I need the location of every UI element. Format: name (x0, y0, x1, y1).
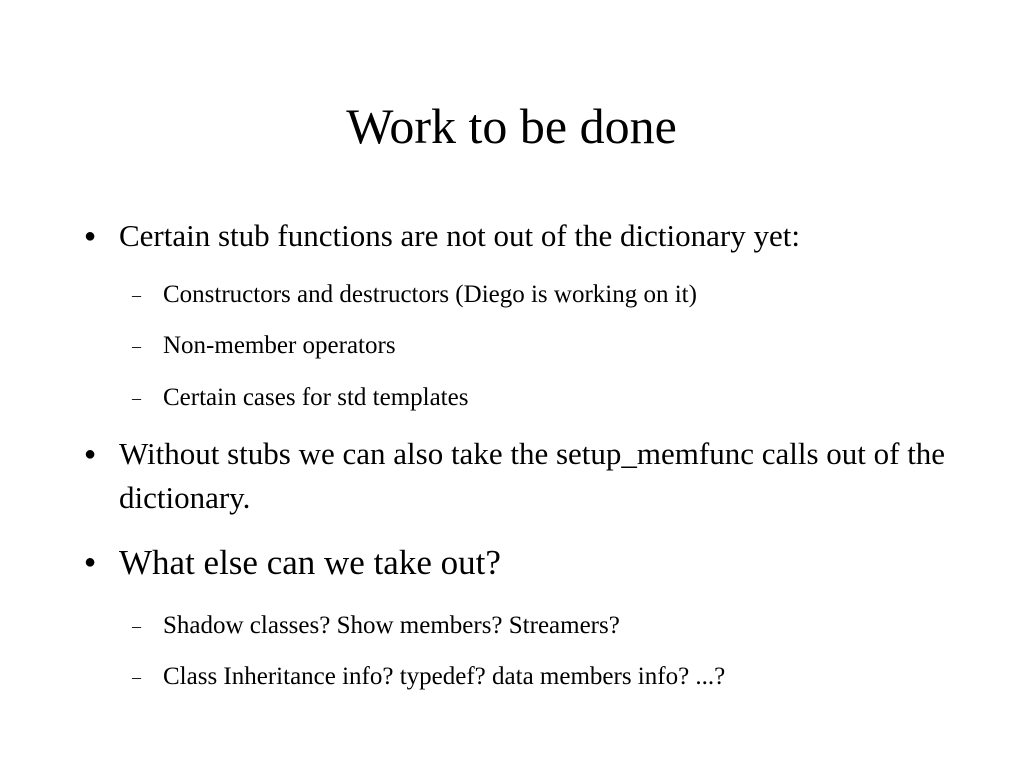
bullet-text: What else can we take out? (119, 543, 501, 582)
bullet-dot-icon: ● (84, 225, 97, 247)
bullet-dot-icon: ● (84, 443, 97, 465)
bullet-text: Certain stub functions are not out of the dictionary yet: (119, 218, 800, 253)
bullet-dot-icon: ● (84, 551, 97, 573)
dash-icon: – (132, 285, 141, 305)
sub-bullet-text: Certain cases for std templates (163, 384, 469, 411)
bullet-text: Without stubs we can also take the setup_memfunc calls out of the dictionary. (119, 436, 946, 515)
sub-bullet-item (132, 660, 952, 694)
dash-icon: – (132, 336, 141, 356)
bullet-item (84, 432, 964, 520)
sub-bullet-text: Class Inheritance info? typedef? data members info? ...? (163, 663, 726, 690)
dash-icon: – (132, 667, 141, 687)
sub-bullet-item (132, 278, 952, 312)
sub-bullet-text: Shadow classes? Show members? Streamers? (163, 612, 620, 639)
bullet-item (84, 540, 964, 586)
bullet-item (84, 214, 964, 258)
sub-bullet-item (132, 381, 952, 415)
sub-bullet-text: Constructors and destructors (Diego is working on it) (163, 281, 697, 308)
sub-bullet-text: Non-member operators (163, 332, 396, 359)
dash-icon: – (132, 388, 141, 408)
sub-bullet-item (132, 609, 952, 643)
slide-title: Work to be done (346, 98, 677, 154)
sub-bullet-item (132, 329, 952, 363)
dash-icon: – (132, 616, 141, 636)
